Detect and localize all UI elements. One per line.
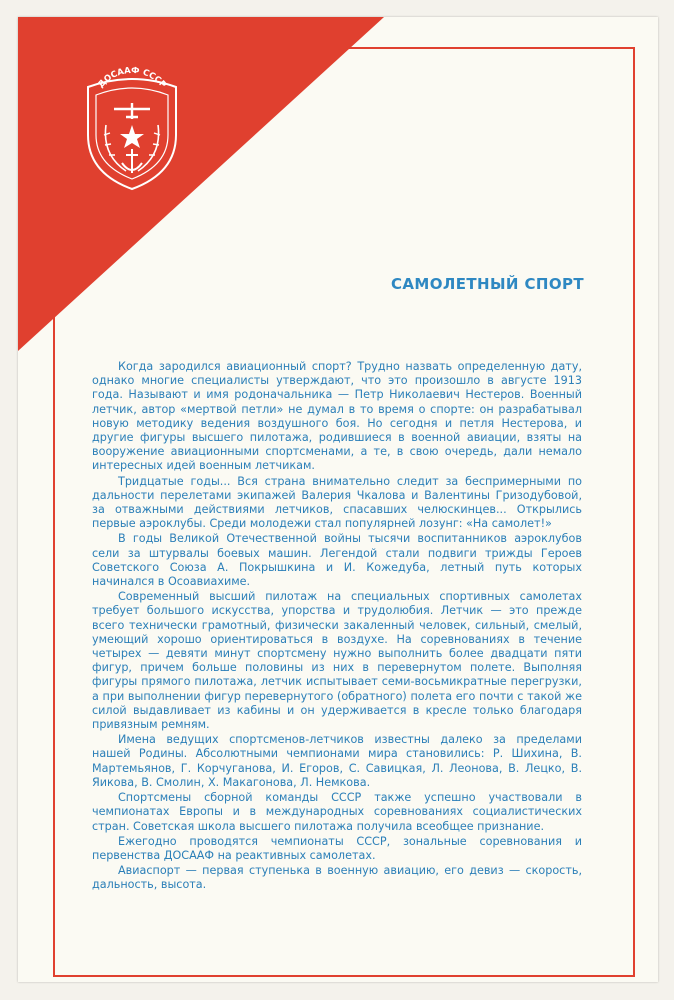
paragraph: Тридцатые годы... Вся страна внимательно следит за беспримерными по дальности перелетами экипажей Валерия Чкалова и Валентины Гризодубовой, за отважными действиями летчиков, спасавших челюскинцев... Открылись первые аэроклубы. Среди молодежи стал популярней лозунг: «На самолет!» [92,474,582,531]
paragraph: Когда зародился авиационный спорт? Трудно назвать определенную дату, однако многие специалисты утверждают, что это произошло в августе 1913 года. Называют и имя родоначальника — Петр Николаевич Нестеров. Военный летчик, автор «мертвой петли» не думал в то время о спорте: он разрабатывал новую методику ведения воздушного боя. Но сегодня и петля Нестерова, и другие фигуры высшего пилотажа, родившиеся в военной авиации, взяты на вооружение авиационными спортсменами, а те, в свою очередь, дали немало интересных идей военным летчикам. [92,360,582,473]
article-body [92,360,582,894]
paragraph: Современный высший пилотаж на специальных спортивных самолетах требует большого искусства, упорства и трудолюбия. Летчик — это прежде всего технически грамотный, физически закаленный человек, сильный, смелый, умеющий хорошо ориентироваться в воздухе. На соревнованиях в течение четырех — девяти минут спортсмену нужно выполнить более двадцати пяти фигур, причем больше половины из них в перевернутом полете. Выполняя фигуры прямого пилотажа, летчик испытывает семи-восьмикратные перегрузки, а при выполнении фигур перевернутого (обратного) полета его почти с такой же силой выдавливает из кабины и он удерживается в кресле только благодаря привязным ремням. [92,590,582,732]
paragraph: Имена ведущих спортсменов-летчиков известны далеко за пределами нашей Родины. Абсолютными чемпионами мира становились: Р. Шихина, В. Мартемьянов, Г. Корчуганова, И. Егоров, С. Савицкая, Л. Леонова, В. Лецко, В. Яикова, В. Смолин, Х. Макагонова, Л. Немкова. [92,733,582,789]
paragraph: Спортсмены сборной команды СССР также успешно участвовали в чемпионатах Европы и в международных соревнованиях социалистических стран. Советская школа высшего пилотажа получила всеобщее признание. [92,791,582,833]
emblem-text: ДОСААФ СССР [96,65,168,91]
page-sheet [18,17,658,982]
paragraph: В годы Великой Отечественной войны тысячи воспитанников аэроклубов сели за штурвалы боевых машин. Легендой стали подвиги трижды Героев Советского Союза А. Покрышкина и И. Кожедуба, летный путь которых начинался в Осоавиахиме. [92,532,582,589]
dosaaf-emblem-icon [76,65,188,193]
page-title: САМОЛЕТНЫЙ СПОРТ [390,275,584,293]
paragraph: Ежегодно проводятся чемпионаты СССР, зональные соревнования и первенства ДОСААФ на реактивных самолетах. [92,834,582,862]
paragraph: Авиаспорт — первая ступенька в военную авиацию, его девиз — скорость, дальность, высота. [92,864,582,892]
